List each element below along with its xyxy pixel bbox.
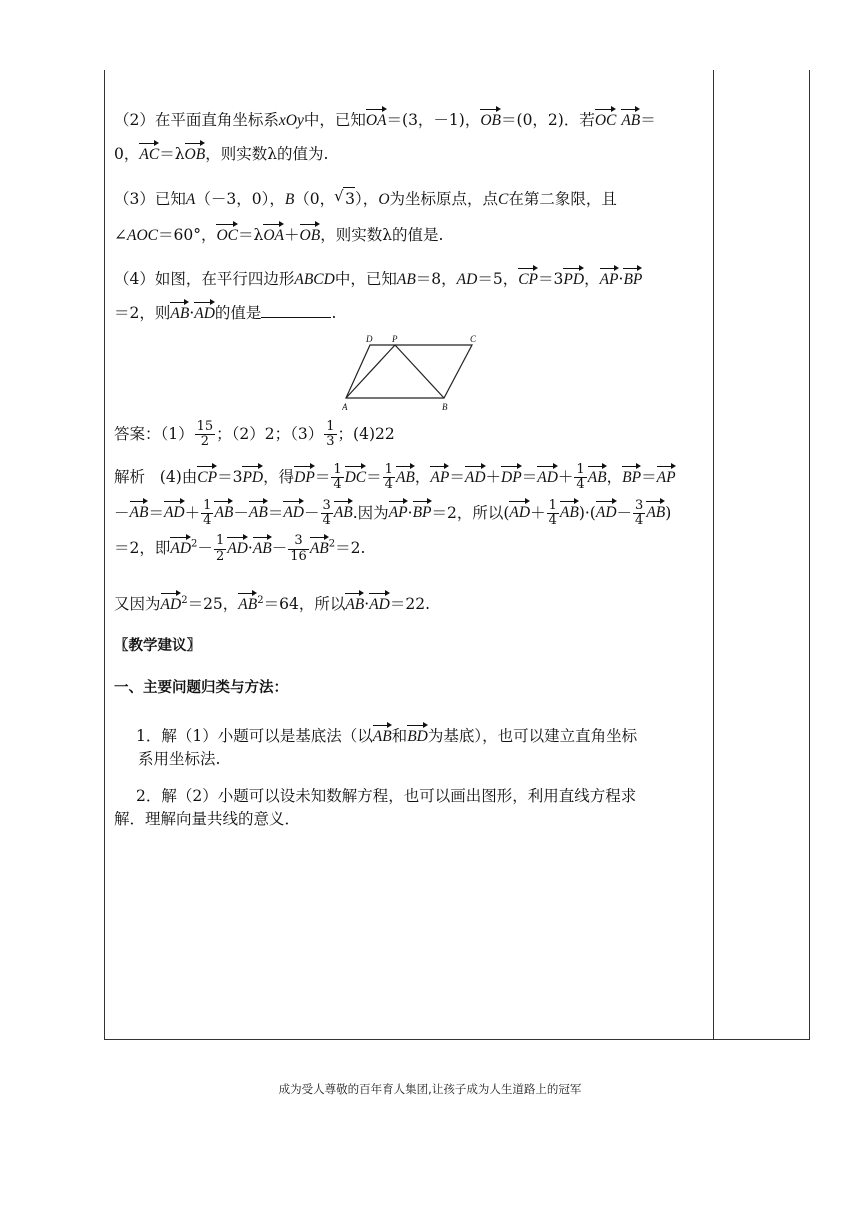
vector: OB [480,108,501,132]
numerator: 1 [333,462,342,478]
fraction [547,499,559,529]
text: ＝(3，－1)， [386,111,481,129]
fraction [633,499,645,529]
vector: AD [283,500,304,524]
text: ＝ [449,467,465,486]
text: ＝ [640,111,656,129]
text: ＝3 [217,467,243,486]
text: B [284,190,295,208]
analysis-line-1 [114,463,710,493]
text: ＝8， [415,270,457,288]
segment-ap [346,345,395,398]
denominator: 4 [322,512,331,528]
text: 又因为 [114,594,161,613]
text: ＝λ [238,225,264,244]
text: － [233,503,249,522]
denominator: 4 [333,477,342,493]
text: ＝ [314,467,331,486]
text: ∠ [114,225,127,244]
column-divider [713,70,714,1040]
vector: AD [164,500,185,524]
vector: DP [501,465,522,489]
vector: AD [465,465,486,489]
vector: AD [194,301,215,325]
text: ；（2）2；（3） [216,424,324,443]
fraction [383,463,395,493]
denominator: 4 [384,477,393,493]
denominator: 16 [290,548,307,564]
text: ＝3 [538,270,564,288]
text: ， [414,467,431,486]
vector: OA [263,223,284,247]
text: · [618,270,624,288]
answer-blank [261,303,331,318]
text: ＝(0，2)．若 [501,111,595,129]
numerator: 1 [203,497,212,513]
fraction [214,534,226,564]
text: AB [396,271,416,288]
text: ) [665,503,672,522]
numerator: 3 [322,497,331,513]
also-line [114,592,710,616]
text: (4)由 [159,467,198,486]
text: ，则实数λ的值是. [320,225,444,244]
vector: PD [242,465,263,489]
vector: AB [621,108,640,132]
text: ＝2. [335,539,366,558]
text: 0， [114,145,140,164]
label-a: A [342,401,348,412]
vector: BD [407,724,428,748]
text: ＝22. [389,594,431,613]
teaching-item-1-cont [114,748,710,771]
exponent: 2 [328,538,336,550]
vector: AB [373,724,392,748]
denominator: 4 [548,512,557,528]
denominator: 2 [200,433,210,449]
vector: AP [389,500,408,524]
text: C [498,190,509,208]
text: ＝2，即 [114,539,171,558]
vector: AB [588,465,607,489]
vector: AB [170,301,189,325]
q4-line-1 [114,267,710,291]
vector: AP [657,465,676,489]
text: （3）已知 [114,189,186,208]
denominator: 3 [326,433,335,449]
text: （4）如图，在平行四边形 [114,270,295,288]
text: · [247,539,253,558]
vector: BP [413,500,432,524]
vector: AB [214,500,233,524]
numerator: 3 [635,497,644,513]
denominator: 2 [215,548,225,564]
text: 系用坐标法. [138,749,221,768]
denominator: 4 [635,512,644,528]
text: ；(4)22 [337,424,395,443]
q2-line-2 [114,142,710,166]
text: · [189,304,195,323]
text: 在第二象限，且 [508,189,617,208]
numerator: 3 [288,534,309,549]
text: O [378,190,390,208]
segment-bp [395,345,444,398]
numerator: 15 [196,418,214,434]
text: 中，已知 [303,111,366,129]
vector: AB [345,592,364,616]
text: )·( [578,503,596,522]
vector: AD [596,500,617,524]
vector: AD [537,465,558,489]
text: ＝5， [477,270,519,288]
numerator: 1 [326,418,335,434]
denominator: 4 [576,477,585,493]
label-d: D [366,333,373,344]
label-c: C [470,333,477,344]
text: ＝ [267,503,284,522]
fraction [201,499,213,529]
vector: CP [197,465,217,489]
text: AOC [127,226,158,244]
fraction [574,463,586,493]
text: 中，已知 [334,270,397,288]
label-p: P [392,333,398,344]
text: ＝64，所以 [263,594,346,613]
vector: AD [509,500,530,524]
answer-line [114,420,710,450]
text: － [114,503,130,522]
teaching-item-2-cont [114,808,710,831]
numerator: 1 [576,462,585,478]
vector: AC [139,142,159,166]
exponent: 2 [191,538,198,550]
text: ＋ [530,503,546,522]
text: 解析 [114,467,146,486]
numerator: 1 [215,533,225,549]
text: . [331,304,337,323]
fraction [321,499,333,529]
vector: OC [595,108,617,132]
vector: AD [369,592,390,616]
teaching-subheading: 一、主要问题归类与方法： [114,679,288,696]
text: ＝60°， [158,225,217,244]
vector: AB [238,592,257,616]
q3-line-2 [114,223,710,247]
fraction [324,420,336,450]
text: ，则实数λ的值为. [205,145,329,164]
vector: AB [334,500,353,524]
parallelogram [346,345,472,398]
vector: AP [430,465,449,489]
vector: AP [600,267,619,291]
text: ABCD [294,271,335,288]
text: （－3，0）， [195,189,285,208]
text: ，得 [263,467,295,486]
vector: OA [366,108,387,132]
text: ＝ [148,503,164,522]
vector: AB [560,500,579,524]
vector: AB [130,500,149,524]
text: ＝2，所以( [431,503,510,522]
vector: OB [300,223,321,247]
exponent: 2 [257,594,264,606]
vector: AD [227,536,248,560]
vector: AB [253,536,272,560]
vector: AB [249,500,268,524]
content-cell [114,108,710,832]
text: ＝ [366,467,382,486]
label-b: B [442,401,448,412]
vector: BP [622,465,641,489]
text: － [271,539,288,558]
text: 为基底），也可以建立直角坐标 [427,726,638,745]
text: 答案：（1） [114,424,194,443]
fraction [195,420,216,450]
vector: AB [646,500,665,524]
fraction [288,534,309,564]
q4-line-2 [114,301,710,325]
vector: AD [161,592,182,616]
text: 解．理解向量共线的意义． [114,810,301,829]
q3-line-1 [114,187,710,211]
text: ＝ [521,467,538,486]
text: 的值是 [214,304,262,323]
analysis-line-2 [114,499,710,529]
teaching-item-2 [114,785,710,808]
text: ＋ [557,467,574,486]
text: － [304,503,320,522]
text: （0， [294,189,336,208]
text: 2．解（2）小题可以设未知数解方程，也可以画出图形，利用直线方程求 [136,787,637,806]
vector: DC [345,465,367,489]
vector: BP [623,267,642,291]
text: ＋ [284,225,300,244]
exponent: 2 [181,594,188,606]
text: － [616,503,633,522]
vector: PD [563,267,584,291]
sqrt: √ 3 [343,187,355,211]
text: － [197,539,213,558]
text: ＋ [485,467,502,486]
numerator: 1 [548,497,557,513]
analysis-line-3 [114,534,710,564]
teaching-item-1 [114,724,710,748]
page-footer: 成为受人尊敬的百年育人集团,让孩子成为人生道路上的冠军 [278,1082,582,1096]
text: ＝2，则 [114,304,171,323]
vector: OC [216,223,238,247]
text: 1．解（1）小题可以是基底法（以 [136,726,373,745]
text: · [364,594,370,613]
text: ＝25， [187,594,239,613]
text: .因为 [352,503,389,522]
text: AD [456,271,478,288]
teaching-heading: 〖教学建议〗 [114,638,201,655]
text: 为坐标原点，点 [389,189,499,208]
text: xOy [278,112,304,129]
text: · [407,503,413,522]
text: ， [584,270,600,288]
vector: OB [185,142,206,166]
fraction [331,463,343,493]
text: A [185,190,196,208]
vector: AB [310,536,329,560]
vector: AB [396,465,415,489]
vector: CP [518,267,538,291]
parallelogram-figure [342,332,492,412]
text: ， [606,467,623,486]
text: ＝λ [159,145,185,164]
text: ）， [355,189,379,208]
text: ＋ [184,503,201,522]
vector: AD [170,536,191,560]
text: 和 [391,726,408,745]
vector: DP [294,465,315,489]
text: ＝ [641,467,657,486]
denominator: 4 [203,512,212,528]
q2-line-1 [114,108,710,132]
numerator: 1 [384,462,393,478]
text: （2）在平面直角坐标系 [114,111,279,129]
